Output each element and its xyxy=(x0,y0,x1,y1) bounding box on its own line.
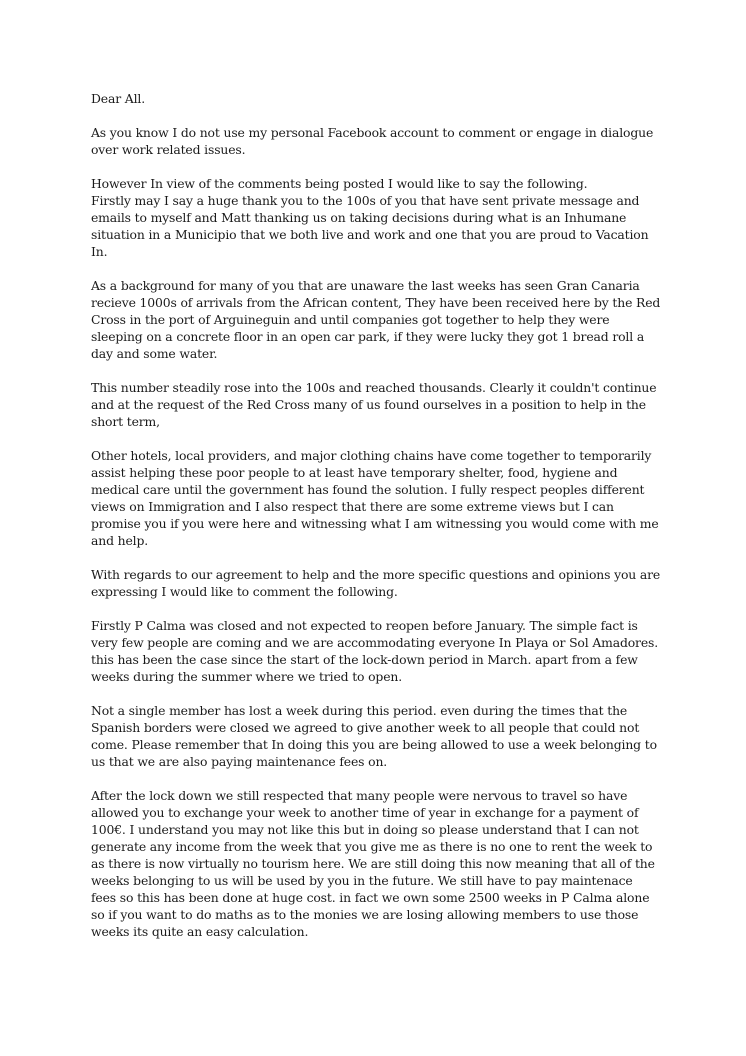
paragraph-p-calma-closed: Firstly P Calma was closed and not expected to reopen before January. The simple fact is very few people are coming and we are accommodating everyone In Playa or Sol Amadores. this has been the case since the start of the lock-down period in March. apart from a few weeks during the summer where we tried to open. xyxy=(91,618,659,684)
paragraph-background: As a background for many of you that are unaware the last weeks has seen Gran Canaria recieve 1000s of arrivals from the African content, They have been received here by the Red Cross in the port of Arguineguin and until companies got together to help they were sleeping on a concrete floor in an open car park, if they were lucky they got 1 bread roll a day and some water. xyxy=(91,278,661,361)
paragraph-numbers-rose: This number steadily rose into the 100s and reached thousands. Clearly it couldn't continue and at the request of the Red Cross many of us found ourselves in a position to help in the short term, xyxy=(91,380,657,429)
paragraph-agreement: With regards to our agreement to help and the more specific questions and opinions you are expressing I would like to comment the following. xyxy=(91,567,661,599)
paragraph-however: However In view of the comments being posted I would like to say the following. xyxy=(91,176,588,191)
letter-greeting: Dear All. xyxy=(91,91,145,106)
paragraph-facebook: As you know I do not use my personal Facebook account to comment or engage in dialogue over work related issues. xyxy=(91,125,654,157)
paragraph-no-member-lost: Not a single member has lost a week during this period. even during the times that the Spanish borders were closed we agreed to give another week to all people that could not come. Please remember that In doing this you are being allowed to use a week belonging to us that we are also paying maintenance fees on. xyxy=(91,703,657,769)
paragraph-after-lockdown: After the lock down we still respected that many people were nervous to travel so have allowed you to exchange your week to another time of year in exchange for a payment of 100€. I understand you may not like this but in doing so please understand that I can not generate any income from the week that you give me as there is no one to rent the week to as there is now virtually no tourism here. We are still doing this now meaning that all of the weeks belonging to us will be used by you in the future. We still have to pay maintenace fees so this has been done at huge cost. in fact we own some 2500 weeks in P Calma alone so if you want to do maths as to the monies we are losing allowing members to use those weeks its quite an easy calculation. xyxy=(91,788,655,939)
paragraph-thank-you: Firstly may I say a huge thank you to the 100s of you that have sent private message and emails to myself and Matt thanking us on taking decisions during what is an Inhumane situation in a Municipio that we both live and work and one that you are proud to Vacation In. xyxy=(91,193,649,259)
paragraph-other-hotels: Other hotels, local providers, and major clothing chains have come together to temporarily assist helping these poor people to at least have temporary shelter, food, hygiene and medical care until the government has found the solution. I fully respect peoples different views on Immigration and I also respect that there are some extreme views but I can promise you if you were here and witnessing what I am witnessing you would come with me and help. xyxy=(91,448,659,548)
letter-body xyxy=(91,90,661,957)
